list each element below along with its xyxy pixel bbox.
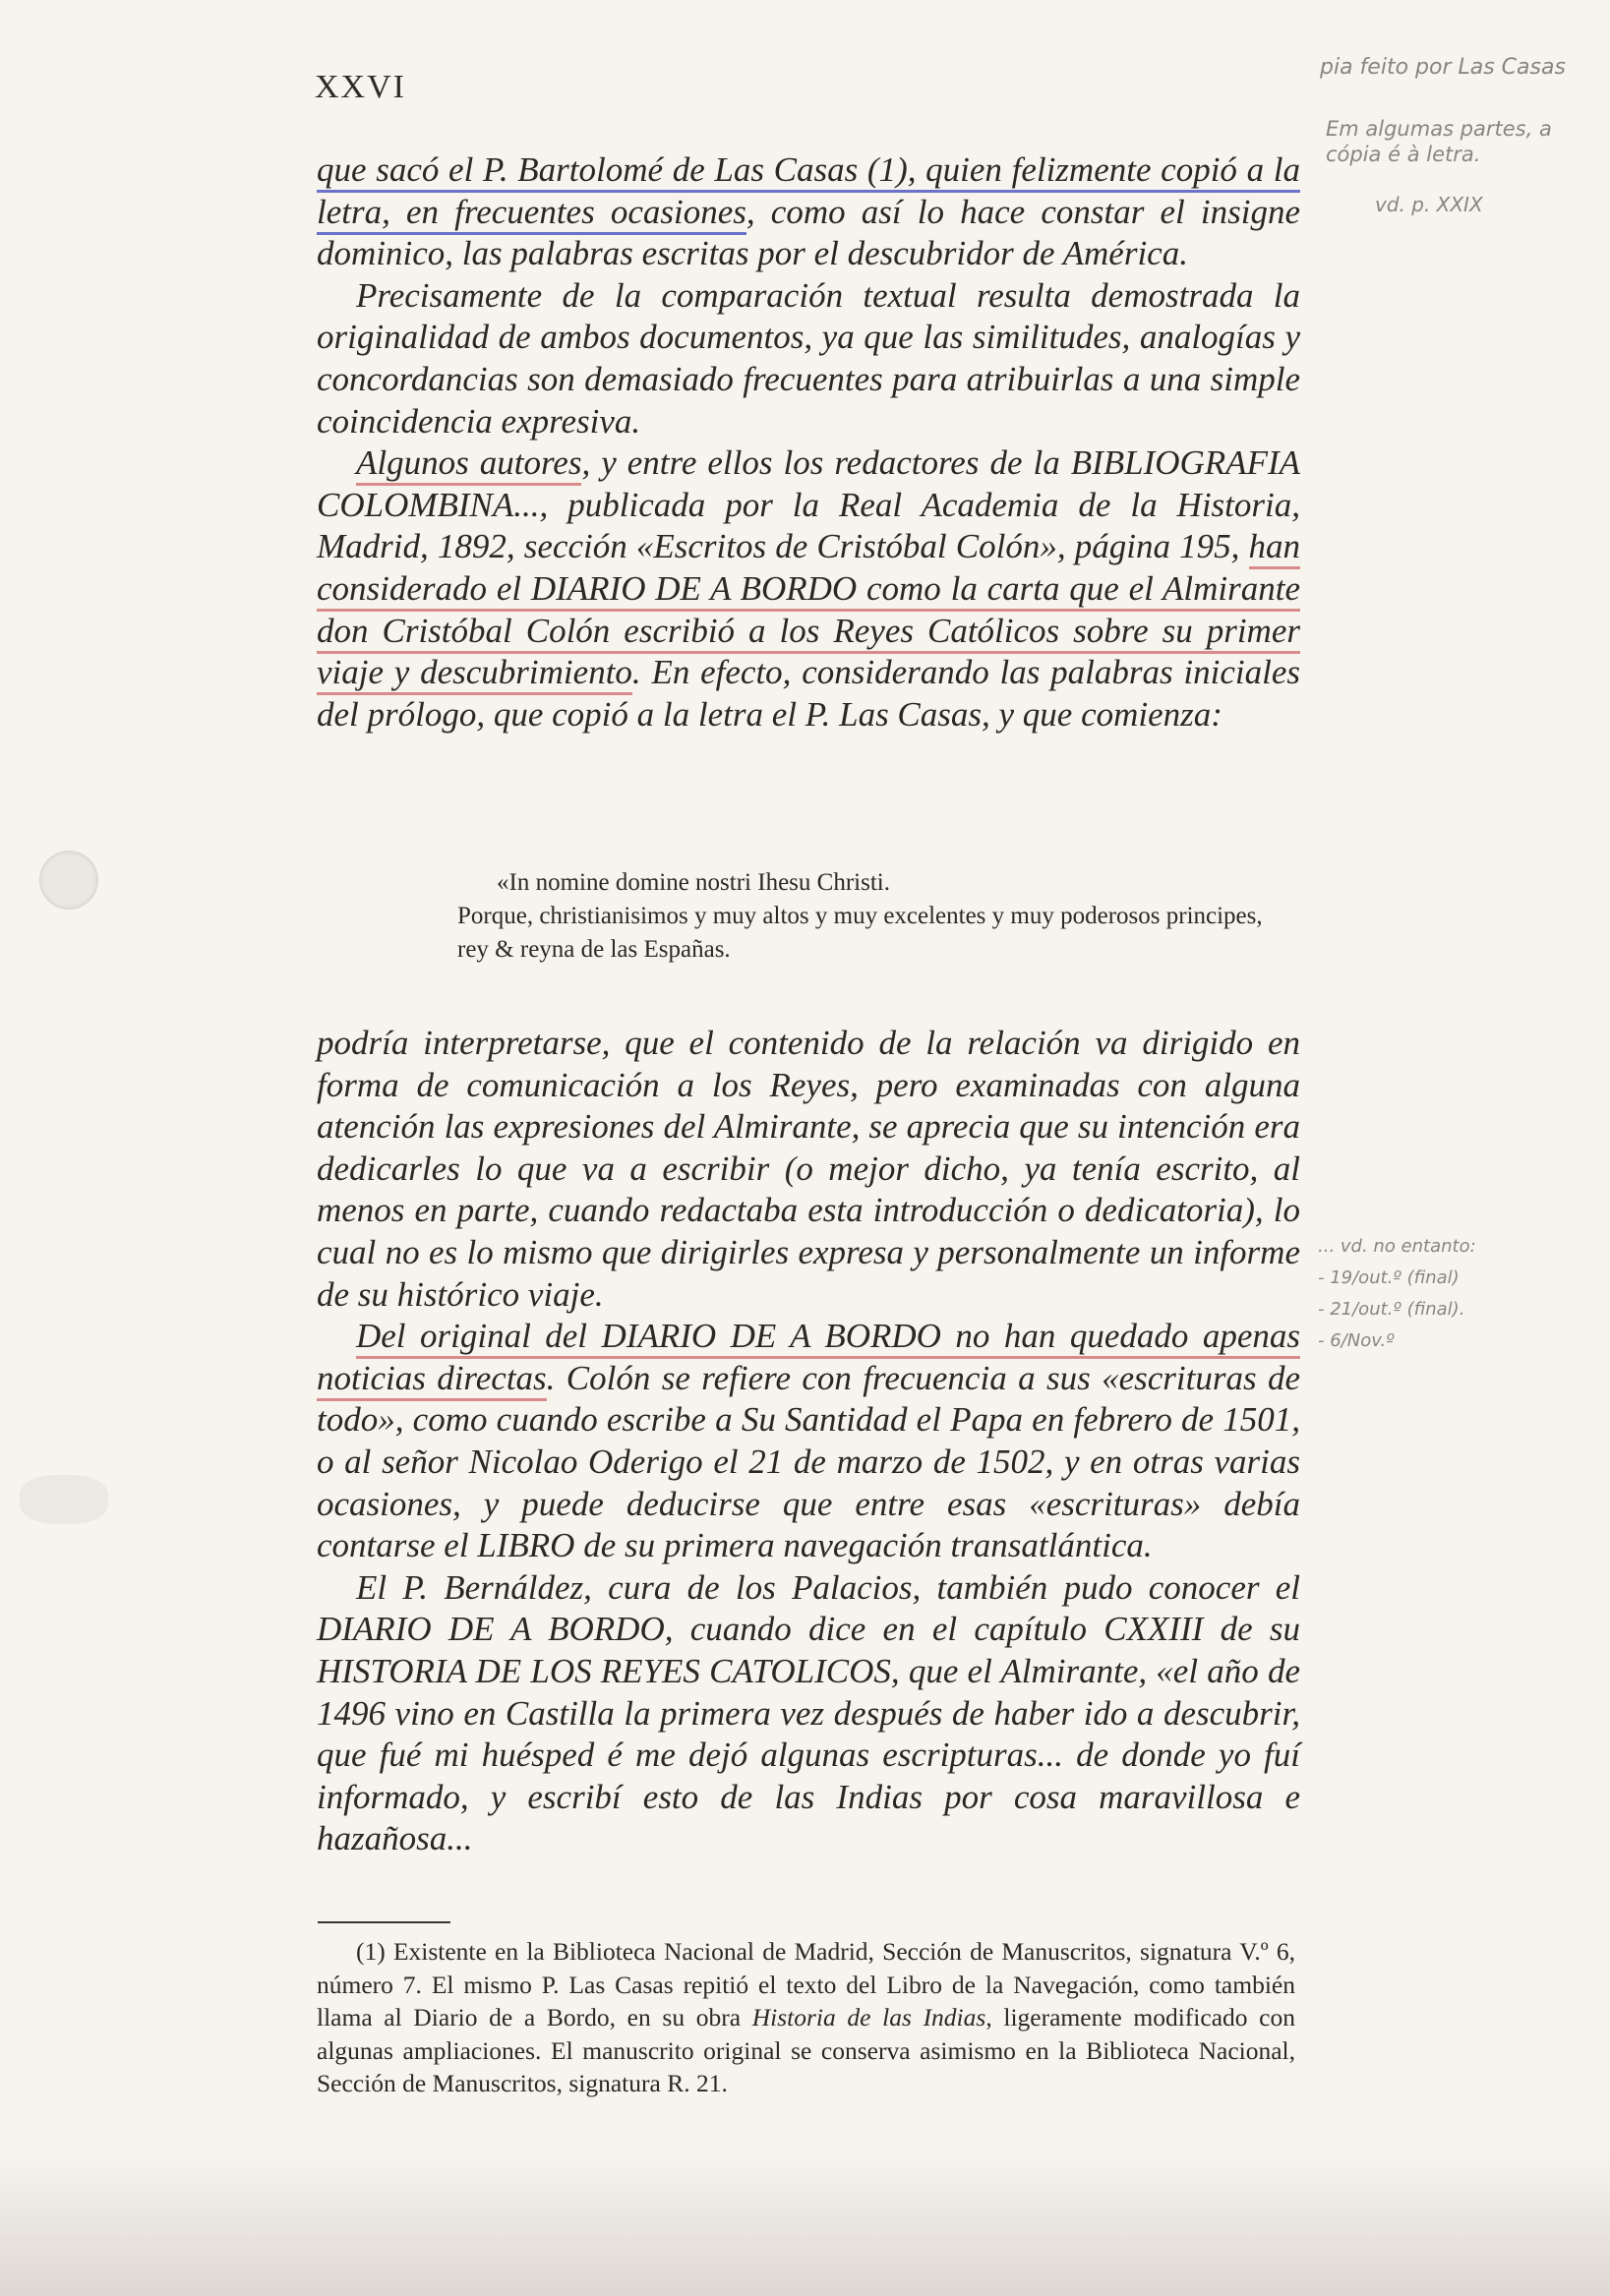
paper-smudge	[20, 1475, 108, 1524]
page-number: XXVI	[315, 69, 406, 105]
underlined-phrase: Del original del DIARIO DE A BORDO no han quedado apenas noticias directas	[317, 1317, 1300, 1401]
paragraph	[317, 1316, 1300, 1567]
body-text-lower	[317, 1023, 1300, 1860]
text-run: , y entre ellos los redactores de la BIBLIOGRAFIA COLOMBINA..., publicada por la Real Academia de la Historia, Madrid, 1892, sección «Escritos de Cristóbal Colón», página 195,	[317, 443, 1300, 566]
footnote	[317, 1935, 1295, 2100]
paragraph: podría interpretarse, que el contenido de la relación va dirigido en forma de comunicación a los Reyes, pero examinadas con alguna atención las expresiones del Almirante, se aprecia que su intención era dedicarles lo que va a escribir (o mejor dicho, ya tenía escrito, al menos en parte, cuando redactaba esta introducción o dedicatoria), lo cual no es lo mismo que dirigirles expresa y personalmente un informe de su histórico viaje.	[317, 1024, 1300, 1314]
text-run: , como así lo hace constar el insigne dominico, las palabras escritas por el descubridor de América.	[317, 192, 1301, 273]
underlined-phrase: han considerado el DIARIO DE A BORDO como la carta que el Almirante don Cristóbal Colón escribió a los Reyes Católicos sobre su primer viaje y descubrimiento	[317, 527, 1300, 695]
text-run: , ligeramente modificado con algunas ampliaciones. El manuscrito original se conserva asimismo en la Biblioteca Nacional, Sección de Manuscritos, signatura R. 21.	[317, 2003, 1295, 2098]
scan-shadow	[0, 2149, 1610, 2296]
paragraph	[317, 442, 1300, 736]
margin-note-handwritten: pia feito por Las Casas	[1320, 55, 1566, 80]
margin-note-handwritten: vd. p. XXIX	[1375, 193, 1483, 216]
paragraph: El P. Bernáldez, cura de los Palacios, también pudo conocer el DIARIO DE A BORDO, cuando dice en el capítulo CXXIII de su HISTORIA DE LOS REYES CATOLICOS, que el Almirante, «el año de 1496 vino en Castilla la primera vez después de haber ido a descubrir, que fué mi huésped é me dejó algunas escripturas... de donde yo fuí informado, y escribí esto de las Indias por cosa maravillosa e hazañosa...	[317, 1567, 1300, 1858]
punch-hole	[39, 851, 98, 910]
margin-note-handwritten: Em algumas partes, a cópia é à letra.	[1326, 117, 1552, 166]
quote-line: Porque, christianisimos y muy altos y muy excelentes y muy poderosos principes, rey & reyna de las Españas.	[457, 903, 1263, 963]
book-title: Historia de las Indias	[751, 2003, 986, 2032]
underlined-phrase: que sacó el P. Bartolomé de Las Casas (1),	[317, 150, 925, 193]
underlined-phrase: quien felizmente copió a la letra, en frecuentes ocasiones	[317, 150, 1300, 235]
paragraph: Precisamente de la comparación textual resulta demostrada la originalidad de ambos documentos, ya que las similitudes, analogías y concordancias son demasiado frecuentes para atribuirlas a una simple coincidencia expresiva.	[317, 275, 1300, 441]
margin-note-list	[1318, 1231, 1476, 1357]
underlined-phrase: Algunos autores	[356, 443, 581, 486]
text-run: . Colón se refiere con frecuencia a sus «escrituras de todo», como cuando escribe a Su Santidad el Papa en febrero de 1501, o al señor Nicolao Oderigo el 21 de marzo de 1502, y en otras varias ocasiones, y puede deducirse que entre esas «escrituras» debía contarse el LIBRO de su primera navegación transatlántica.	[317, 1358, 1300, 1565]
quote-line: «In nomine domine nostri Ihesu Christi.	[497, 869, 890, 896]
footnote-divider	[318, 1921, 450, 1923]
block-quote	[457, 866, 1293, 967]
footnote-text	[317, 1935, 1295, 2100]
body-text-upper	[317, 149, 1300, 736]
text-run: . En efecto, considerando las palabras iniciales del prólogo, que copió a la letra el P. Las Casas, y que comienza:	[317, 653, 1300, 734]
margin-note-line: - 19/out.º (final)	[1318, 1267, 1460, 1288]
margin-note-line: ... vd. no entanto:	[1318, 1236, 1476, 1257]
paragraph	[317, 149, 1300, 275]
margin-note-line: - 21/out.º (final).	[1318, 1299, 1465, 1320]
text-run: (1) Existente en la Biblioteca Nacional de Madrid, Sección de Manuscritos, signatura V.º 6, número 7. El mismo P. Las Casas repitió el texto del Libro de la Navegación, como también llama al Diario de a Bordo, en su obra	[317, 1937, 1295, 2032]
margin-note-line: - 6/Nov.º	[1318, 1330, 1395, 1351]
